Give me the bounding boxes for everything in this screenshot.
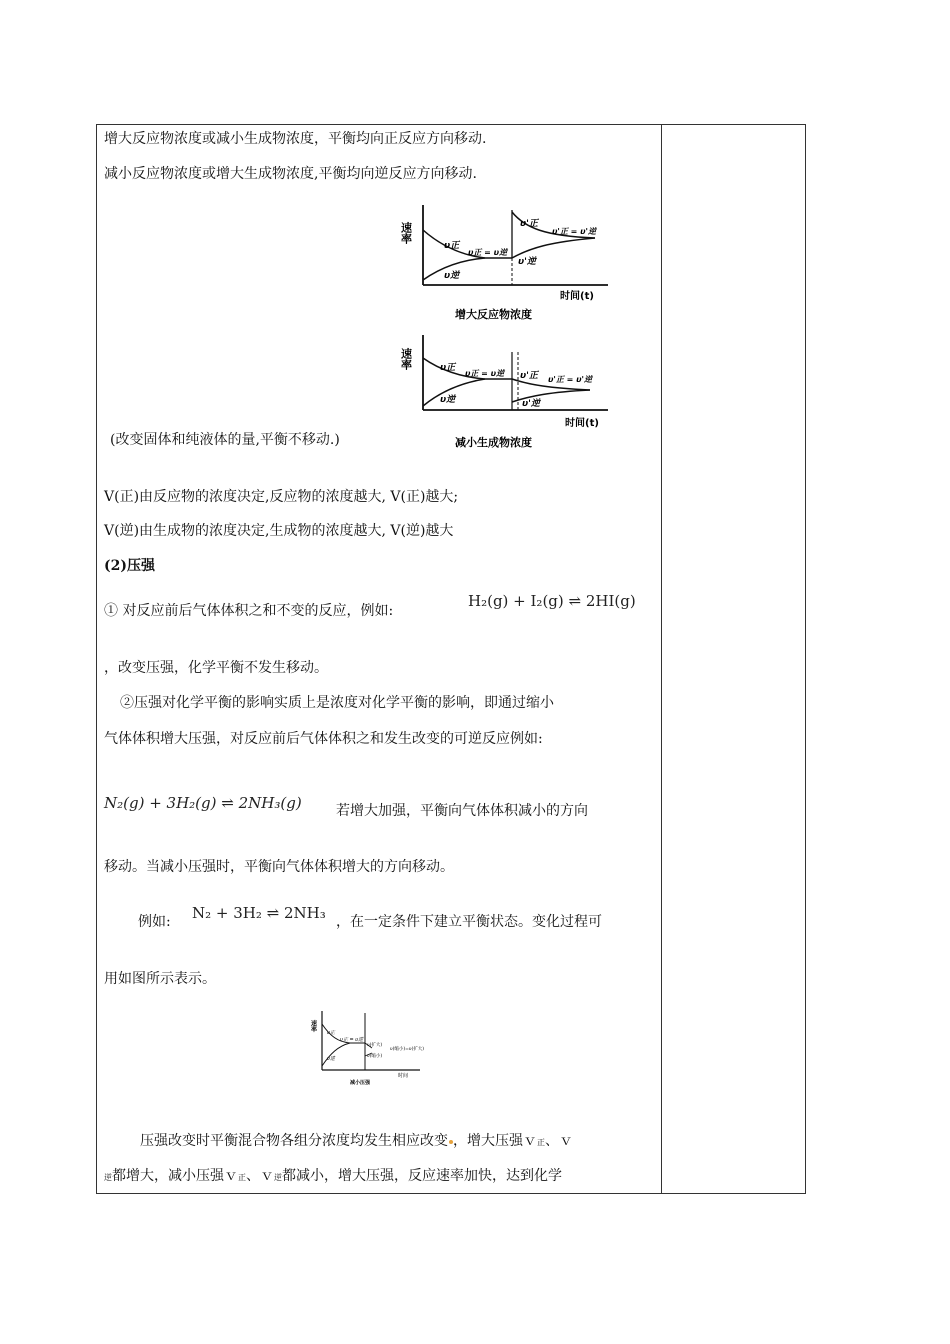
text-segment: 、ｖ: [246, 1168, 274, 1184]
marker-dot: [449, 1140, 453, 1144]
v-forward-label: υ正: [440, 363, 456, 373]
y-axis-label: 速率: [400, 222, 413, 244]
equation-h2-i2: H₂(g) + I₂(g) ⇌ 2HI(g): [468, 592, 636, 610]
text-line: 增大反应物浓度或减小生成物浓度，平衡均向正反应方向移动.: [104, 131, 487, 147]
v-reverse-label: υ逆: [327, 1056, 335, 1062]
equilibrium-label: υ正 = υ逆: [468, 248, 508, 257]
section-heading: (2)压强: [104, 558, 155, 574]
text-line: [140, 1131, 573, 1153]
rate-time-graph-decrease-pressure: [310, 1008, 460, 1086]
figure-caption: 减小压强: [350, 1080, 371, 1086]
text-line: V(正)由反应物的浓度决定,反应物的浓度越大, V(正)越大;: [104, 489, 459, 505]
text-line: 移动。当减小压强时，平衡向气体体积增大的方向移动。: [104, 859, 454, 875]
v-reverse-label: υ逆: [444, 271, 460, 281]
text-line: 用如图所示表示。: [104, 971, 216, 987]
text-line: 若增大加强，平衡向气体体积减小的方向: [336, 803, 588, 819]
text-line: 减小反应物浓度或增大生成物浓度,平衡均向逆反应方向移动.: [104, 166, 477, 182]
y-axis-label: 速率: [400, 348, 413, 370]
equation-ammonia: N₂ + 3H₂ ⇌ 2NH₃: [192, 904, 326, 922]
series-label-b: υ(缩小)=υ(扩大): [390, 1047, 425, 1052]
text-segment: ，增大压强ｖ: [453, 1133, 537, 1149]
text-line: ，在一定条件下建立平衡状态。变化过程可: [336, 914, 602, 930]
subscript: 逆: [274, 1173, 282, 1182]
text-line: ，改变压强，化学平衡不发生移动。: [104, 660, 328, 676]
text-segment: 都增大，减小压强ｖ: [112, 1168, 238, 1184]
subscript: 正: [537, 1138, 545, 1147]
equilibrium-label: υ正 = υ逆: [465, 369, 505, 378]
text-line: [104, 1166, 562, 1188]
text-line: V(逆)由生成物的浓度决定,生成物的浓度越大, V(逆)越大: [104, 523, 454, 539]
x-axis-label: 时间: [398, 1073, 409, 1079]
v-reverse-new-label: υ'逆: [522, 399, 540, 409]
equilibrium-new-label: υ'正 = υ'逆: [552, 227, 596, 236]
text-segment: 压强改变时平衡混合物各组分浓度均发生相应改变: [140, 1133, 448, 1149]
series-label-c: υ(缩小): [367, 1054, 383, 1059]
series-label-a: υ(扩大): [367, 1043, 383, 1048]
equilibrium-label: υ正 = υ逆: [340, 1037, 364, 1043]
rate-time-graph-decrease-product: [400, 330, 610, 455]
figure-caption: 减小生成物浓度: [455, 436, 532, 449]
text-segment: 、ｖ: [545, 1133, 573, 1149]
v-forward-new-label: υ'正: [520, 371, 538, 381]
text-segment: 都减小，增大压强，反应速率加快，达到化学: [282, 1168, 562, 1184]
text-line: ① 对反应前后气体体积之和不变的反应，例如:: [104, 603, 394, 619]
v-reverse-new-label: υ'逆: [518, 257, 536, 267]
figure-caption: 增大反应物浓度: [455, 308, 532, 321]
text-line: (改变固体和纯液体的量,平衡不移动.): [110, 432, 340, 448]
equation-n2-h2: N₂(g) + 3H₂(g) ⇌ 2NH₃(g): [104, 794, 302, 812]
v-forward-new-label: υ'正: [520, 219, 538, 229]
column-divider: [661, 125, 662, 1193]
y-axis-label: 速率: [310, 1020, 317, 1032]
v-reverse-label: υ逆: [440, 395, 456, 405]
v-forward-label: υ正: [444, 241, 460, 251]
subscript: 逆: [104, 1173, 112, 1182]
x-axis-label: 时间(t): [565, 418, 599, 429]
rate-time-graph-increase-reactant: [400, 200, 610, 325]
text-line: 气体体积增大压强，对反应前后气体体积之和发生改变的可逆反应例如:: [104, 731, 543, 747]
text-line: 例如:: [138, 914, 171, 930]
x-axis-label: 时间(t): [560, 291, 594, 302]
subscript: 正: [238, 1173, 246, 1182]
equilibrium-new-label: υ'正 = υ'逆: [548, 375, 592, 384]
v-forward-label: υ正: [327, 1030, 335, 1036]
text-line: ②压强对化学平衡的影响实质上是浓度对化学平衡的影响，即通过缩小: [120, 695, 554, 711]
